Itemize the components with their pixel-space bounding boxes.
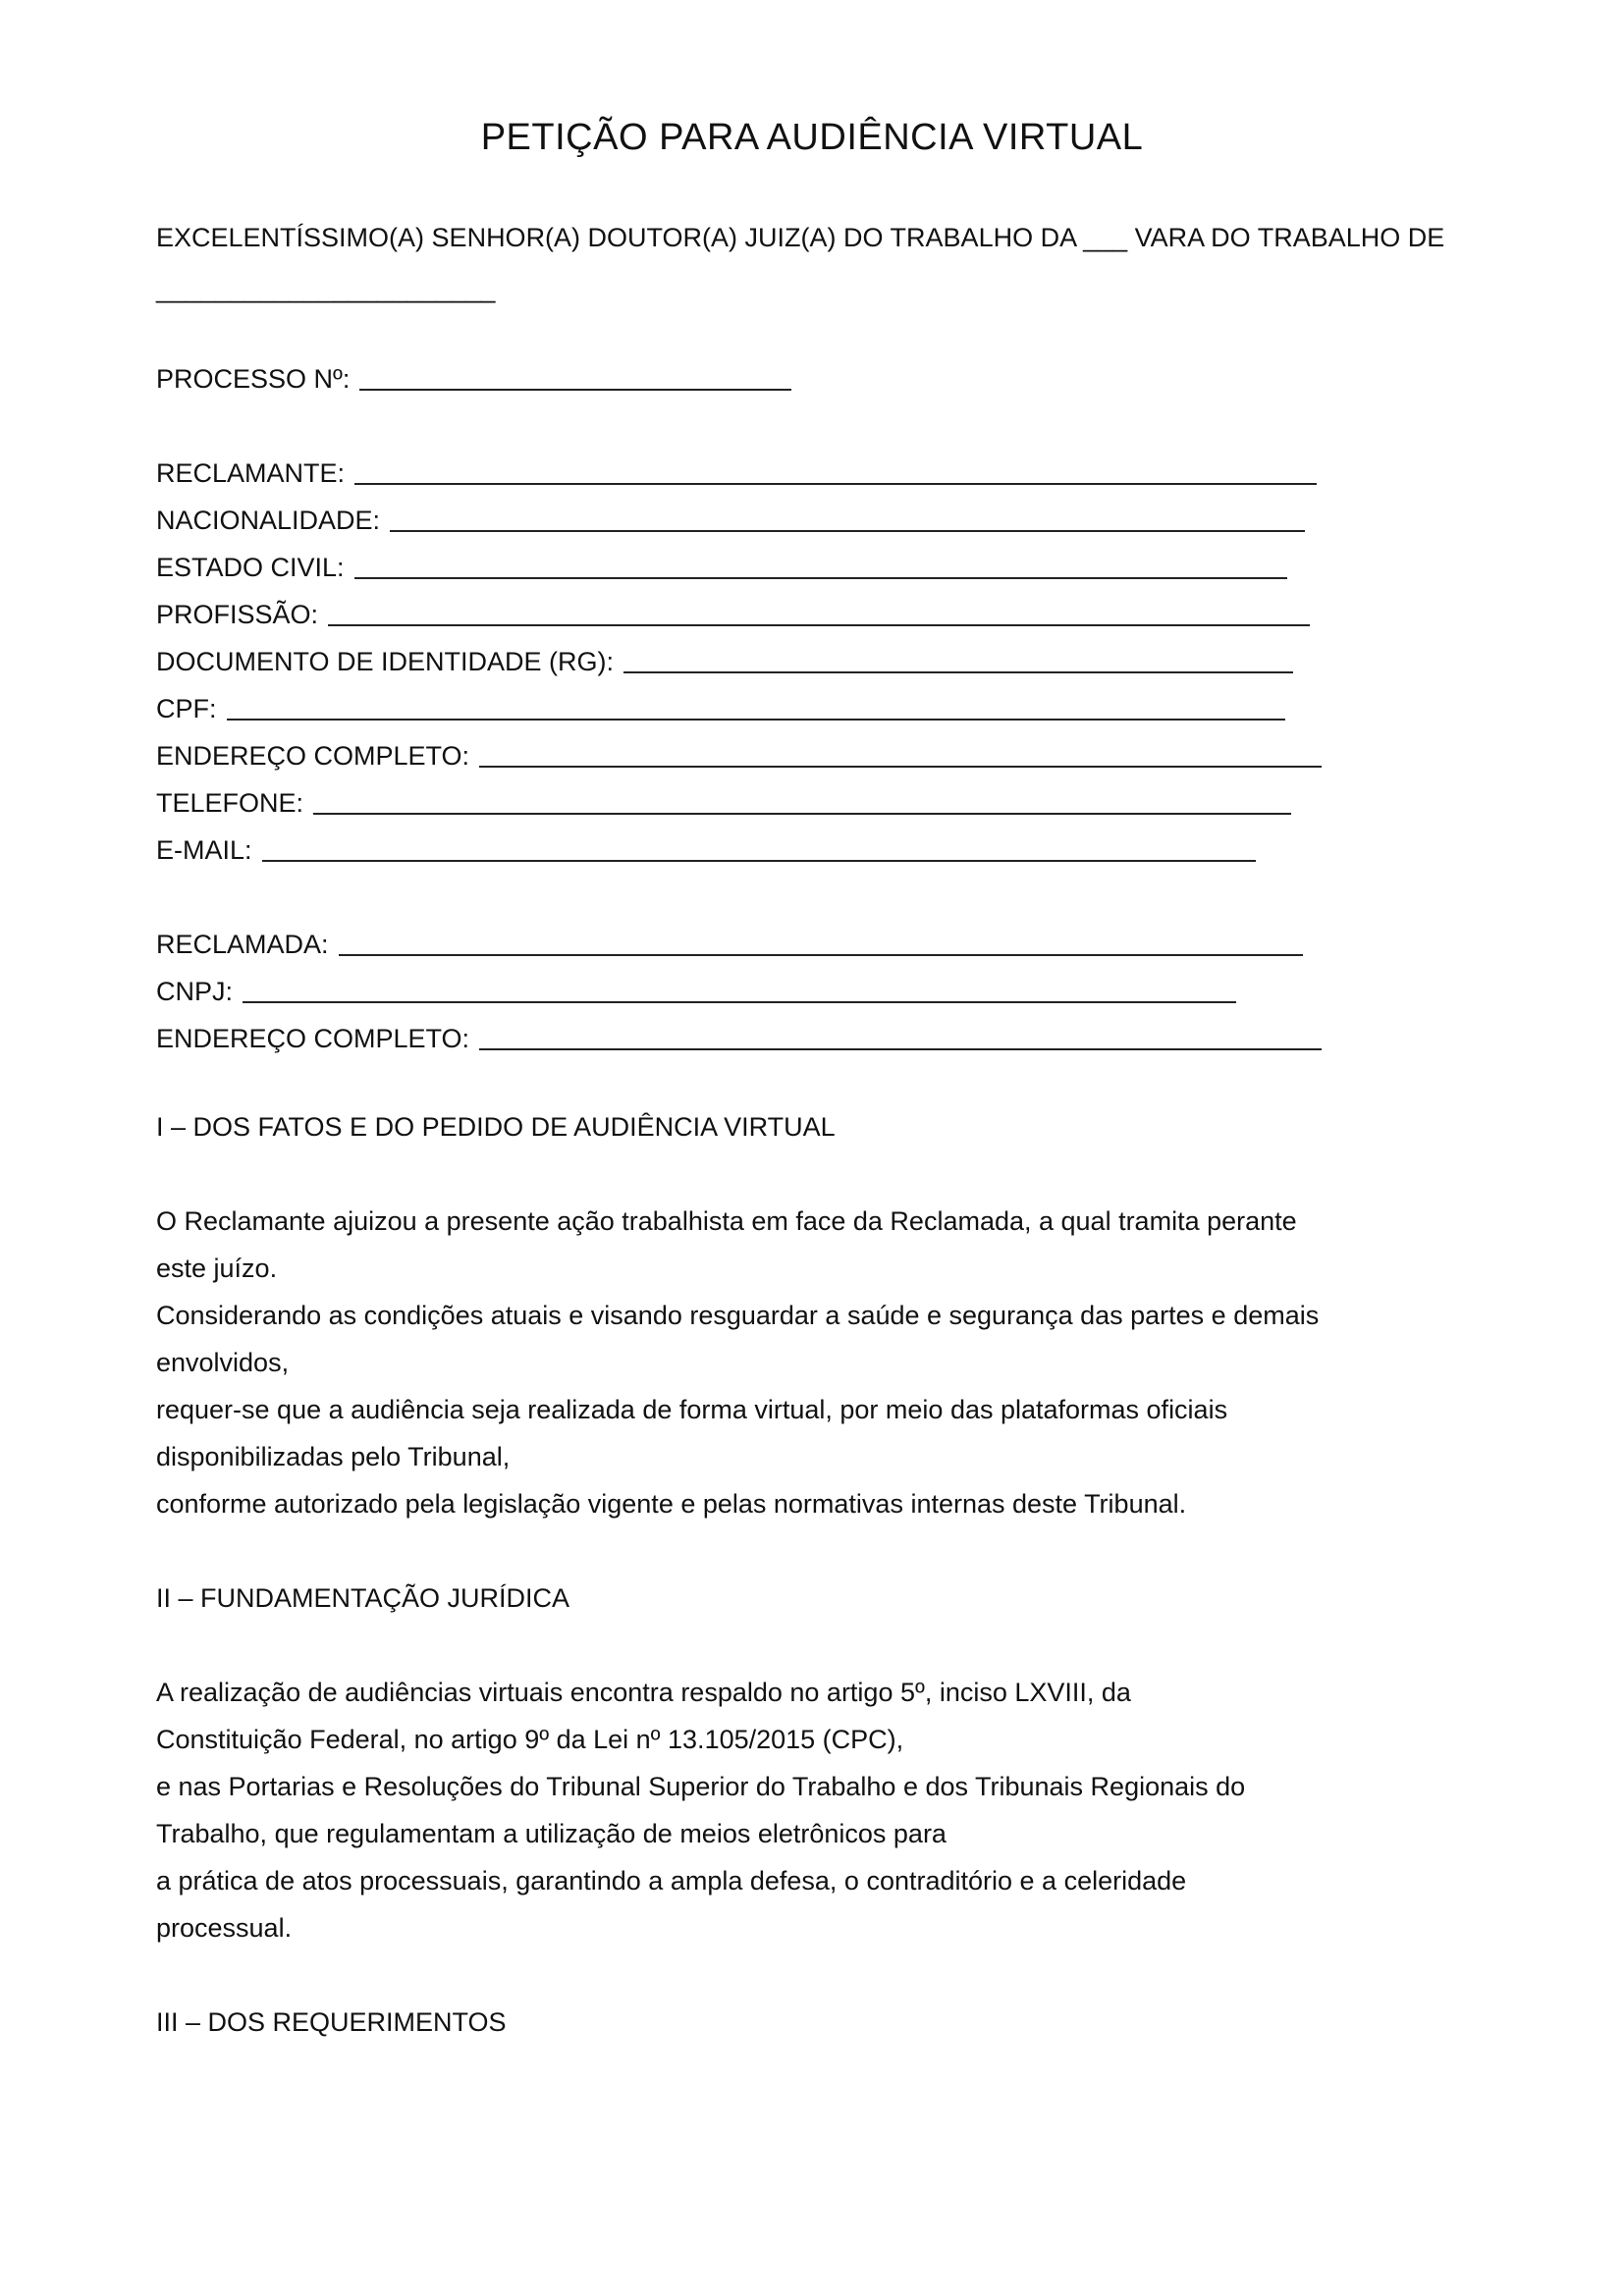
processo-field	[156, 361, 791, 397]
nacionalidade-label: NACIONALIDADE:	[156, 506, 381, 535]
section-2-line: e nas Portarias e Resoluções do Tribunal Superior do Trabalho e dos Tribunais Regionais do	[156, 1772, 1246, 1801]
document-title: PETIÇÃO PARA AUDIÊNCIA VIRTUAL	[480, 117, 1144, 158]
section-1-line: disponibilizadas pelo Tribunal,	[156, 1442, 511, 1471]
endereco-reclamante-field	[156, 738, 1322, 774]
telefone-label: TELEFONE:	[156, 788, 304, 818]
email-blank	[262, 834, 1256, 862]
section-1-line: conforme autorizado pela legislação vigente e pelas normativas internas deste Tribunal.	[156, 1489, 1187, 1519]
profissao-label: PROFISSÃO:	[156, 600, 319, 629]
email-field	[156, 832, 1256, 868]
section-2-line: Constituição Federal, no artigo 9º da Lei nº 13.105/2015 (CPC),	[156, 1725, 904, 1754]
endereco-reclamada-field	[156, 1021, 1322, 1056]
email-label: E-MAIL:	[156, 835, 252, 865]
section-1-line: envolvidos,	[156, 1348, 290, 1377]
reclamante-label: RECLAMANTE:	[156, 458, 346, 488]
rg-blank	[623, 646, 1293, 673]
section-2-line: processual.	[156, 1913, 293, 1943]
telefone-field	[156, 785, 1291, 821]
section-1-line: O Reclamante ajuizou a presente ação trabalhista em face da Reclamada, a qual tramita perante	[156, 1206, 1297, 1236]
profissao-blank	[328, 599, 1310, 626]
cnpj-blank	[243, 976, 1236, 1003]
cpf-blank	[227, 693, 1285, 721]
cpf-label: CPF:	[156, 694, 217, 723]
section-1-line: Considerando as condições atuais e visando resguardar a saúde e segurança das partes e demais	[156, 1301, 1320, 1330]
estado-civil-blank	[354, 552, 1287, 579]
rg-label: DOCUMENTO DE IDENTIDADE (RG):	[156, 647, 615, 676]
section-2-heading: II – FUNDAMENTAÇÃO JURÍDICA	[156, 1583, 570, 1613]
profissao-field	[156, 597, 1310, 632]
reclamada-field	[156, 927, 1303, 962]
estado-civil-label: ESTADO CIVIL:	[156, 553, 345, 582]
processo-blank	[359, 363, 791, 391]
addressee-blank-line: _______________________	[156, 274, 496, 303]
nacionalidade-field	[156, 503, 1305, 538]
endereco-reclamada-label: ENDEREÇO COMPLETO:	[156, 1024, 470, 1053]
endereco-reclamante-label: ENDEREÇO COMPLETO:	[156, 741, 470, 771]
section-2-line: Trabalho, que regulamentam a utilização de meios eletrônicos para	[156, 1819, 947, 1848]
endereco-reclamante-blank	[479, 740, 1322, 768]
estado-civil-field	[156, 550, 1287, 585]
cnpj-field	[156, 974, 1236, 1009]
reclamante-blank	[354, 457, 1317, 485]
cpf-field	[156, 691, 1285, 726]
nacionalidade-blank	[390, 505, 1305, 532]
section-2-line: a prática de atos processuais, garantindo a ampla defesa, o contraditório e a celeridade	[156, 1866, 1187, 1896]
processo-label: PROCESSO Nº:	[156, 364, 351, 394]
addressee-line: EXCELENTÍSSIMO(A) SENHOR(A) DOUTOR(A) JUIZ(A) DO TRABALHO DA ___ VARA DO TRABALHO DE	[156, 223, 1445, 252]
rg-field	[156, 644, 1293, 679]
cnpj-label: CNPJ:	[156, 977, 234, 1006]
section-3-heading: III – DOS REQUERIMENTOS	[156, 2007, 507, 2037]
telefone-blank	[313, 787, 1291, 815]
section-1-heading: I – DOS FATOS E DO PEDIDO DE AUDIÊNCIA VIRTUAL	[156, 1112, 836, 1142]
reclamada-label: RECLAMADA:	[156, 930, 329, 959]
endereco-reclamada-blank	[479, 1023, 1322, 1050]
reclamante-field	[156, 455, 1317, 491]
reclamada-blank	[339, 929, 1303, 956]
section-1-line: requer-se que a audiência seja realizada de forma virtual, por meio das plataformas oficiais	[156, 1395, 1228, 1424]
section-2-line: A realização de audiências virtuais encontra respaldo no artigo 5º, inciso LXVIII, da	[156, 1678, 1131, 1707]
section-1-line: este juízo.	[156, 1254, 278, 1283]
